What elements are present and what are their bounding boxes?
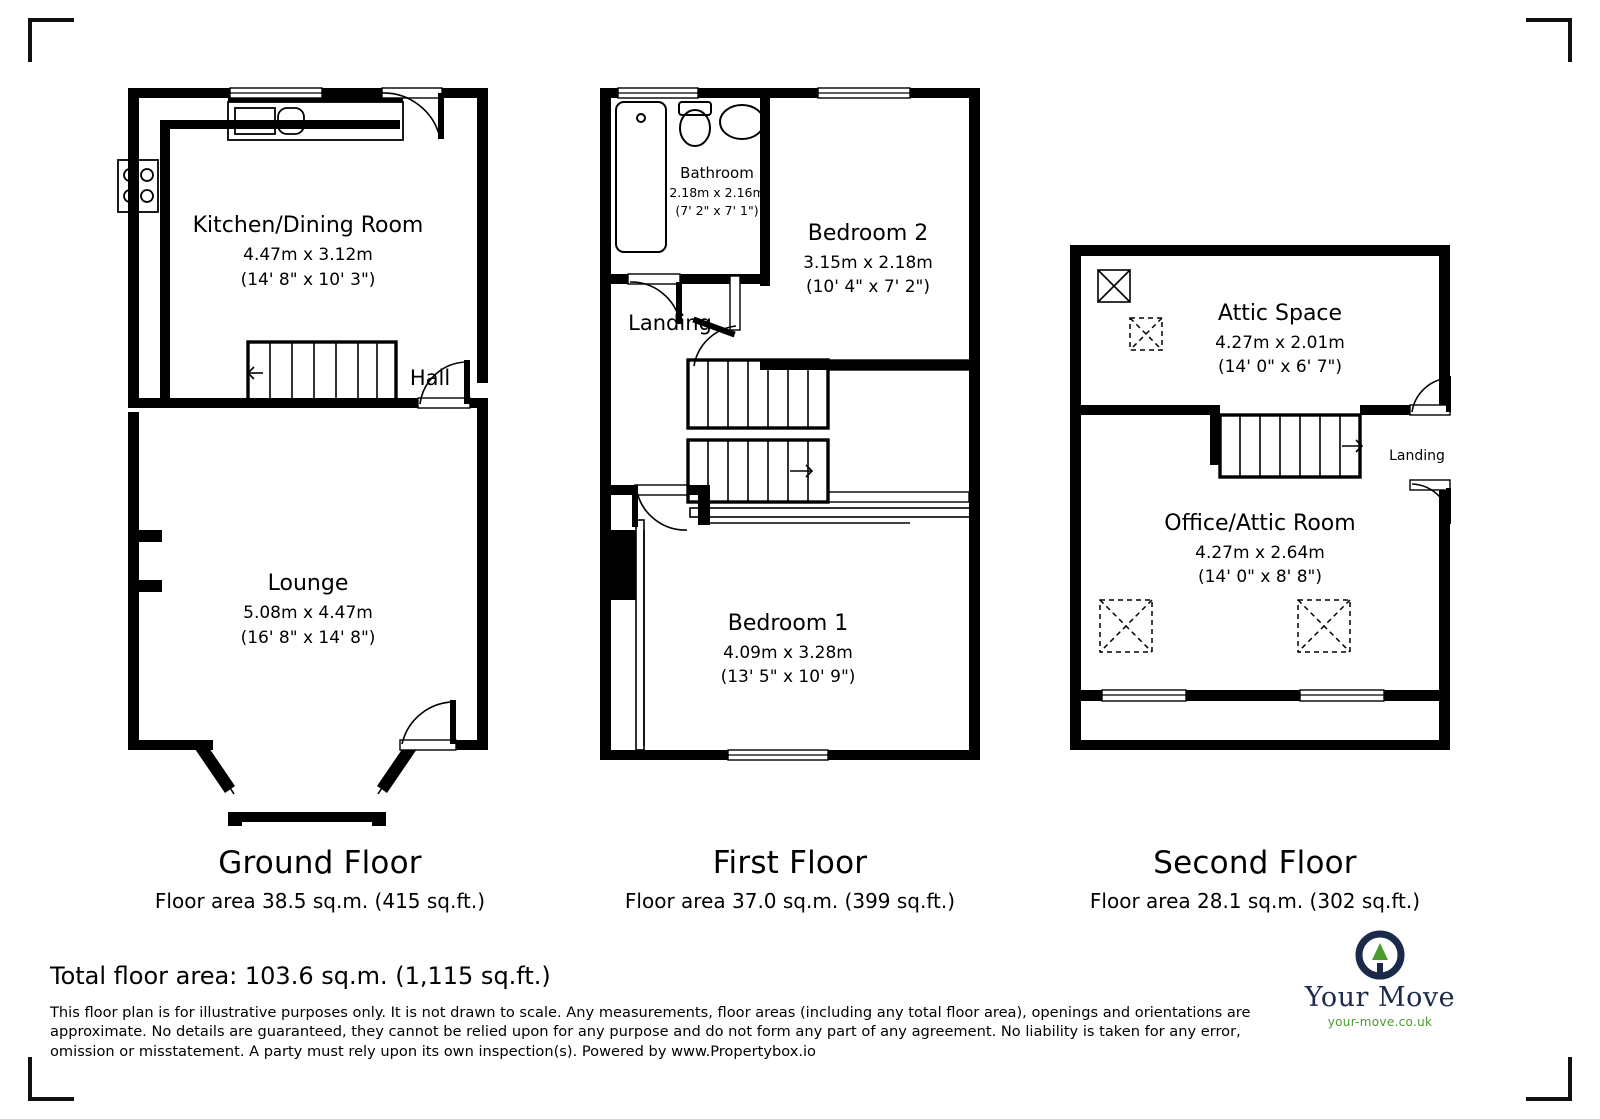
room-dim-attic-space-m: 4.27m x 2.01m	[1215, 333, 1345, 353]
corner-mark-bottom-left	[28, 1057, 74, 1101]
floorplan-first-floor	[580, 60, 1010, 850]
room-dim-lounge-m: 5.08m x 4.47m	[243, 603, 373, 623]
room-dim-attic-space-ft: (14' 0" x 6' 7")	[1217, 357, 1343, 377]
room-label-office-attic: Office/Attic Room	[1164, 511, 1356, 536]
floor-title-first: First Floor	[712, 845, 868, 881]
room-dim-kitchen-dining-m: 4.47m x 3.12m	[243, 245, 373, 265]
ground-room-labels	[193, 213, 451, 648]
second-floor-drawing	[1050, 60, 1480, 850]
corner-mark-top-left	[28, 18, 74, 62]
room-dim-office-attic-m: 4.27m x 2.64m	[1195, 543, 1325, 563]
room-label-bedroom-2: Bedroom 2	[807, 221, 929, 246]
second-room-labels	[1164, 301, 1445, 587]
room-dim-bedroom-1-m: 4.09m x 3.28m	[723, 643, 853, 663]
room-label-attic-space: Attic Space	[1217, 301, 1343, 326]
floorplan-ground-floor	[100, 60, 520, 850]
room-dim-bathroom-ft: (7' 2" x 7' 1")	[675, 203, 759, 218]
corner-mark-bottom-right	[1526, 1057, 1572, 1101]
floorplan-second-floor	[1050, 60, 1480, 850]
room-label-hall: Hall	[409, 366, 451, 390]
floor-title-ground: Ground Floor	[218, 845, 422, 881]
room-dim-bedroom-1-ft: (13' 5" x 10' 9")	[720, 667, 856, 687]
room-dim-bedroom-2-m: 3.15m x 2.18m	[803, 253, 933, 273]
corner-mark-top-right	[1526, 18, 1572, 62]
room-label-lounge: Lounge	[267, 571, 349, 596]
room-dim-kitchen-dining-ft: (14' 8" x 10' 3")	[240, 270, 376, 290]
brand-block	[1265, 930, 1495, 1029]
your-move-logo-icon	[1355, 930, 1405, 980]
room-label-landing: Landing	[628, 311, 712, 335]
room-dim-bedroom-2-ft: (10' 4" x 7' 2")	[805, 277, 931, 297]
room-dim-office-attic-ft: (14' 0" x 8' 8")	[1197, 567, 1323, 587]
floor-area-first: Floor area 37.0 sq.m. (399 sq.ft.)	[624, 889, 956, 913]
floor-caption-ground	[90, 845, 550, 913]
room-dim-bathroom-m: 2.18m x 2.16m	[669, 185, 765, 200]
floor-caption-second	[1025, 845, 1485, 913]
total-floor-area: Total floor area: 103.6 sq.m. (1,115 sq.ft.)	[50, 962, 551, 990]
room-label-bedroom-1: Bedroom 1	[727, 611, 849, 636]
room-label-landing-second: Landing	[1389, 448, 1445, 464]
floor-area-second: Floor area 28.1 sq.m. (302 sq.ft.)	[1089, 889, 1421, 913]
disclaimer-text: This floor plan is for illustrative purposes only. It is not drawn to scale. Any measurements, floor areas (including any total floor area), openings and orientations are approximate. No details are guaranteed, they cannot be relied upon for any purpose and do not form any part of any agreement. No liability is taken for any error, omission or misstatement. A party must rely upon its own inspection(s). Powered by www.Propertybox.io	[50, 1004, 1251, 1060]
brand-url: your-move.co.uk	[1327, 1015, 1433, 1029]
room-label-bathroom: Bathroom	[680, 164, 754, 182]
brand-name: Your Move	[1304, 982, 1456, 1013]
floor-area-ground: Floor area 38.5 sq.m. (415 sq.ft.)	[154, 889, 486, 913]
floor-title-second: Second Floor	[1153, 845, 1357, 881]
first-room-labels	[628, 164, 933, 687]
ground-floor-drawing	[100, 60, 520, 850]
first-floor-drawing	[580, 60, 1010, 850]
room-dim-lounge-ft: (16' 8" x 14' 8")	[240, 628, 376, 648]
room-label-kitchen-dining: Kitchen/Dining Room	[192, 213, 424, 238]
floor-caption-first	[560, 845, 1020, 913]
